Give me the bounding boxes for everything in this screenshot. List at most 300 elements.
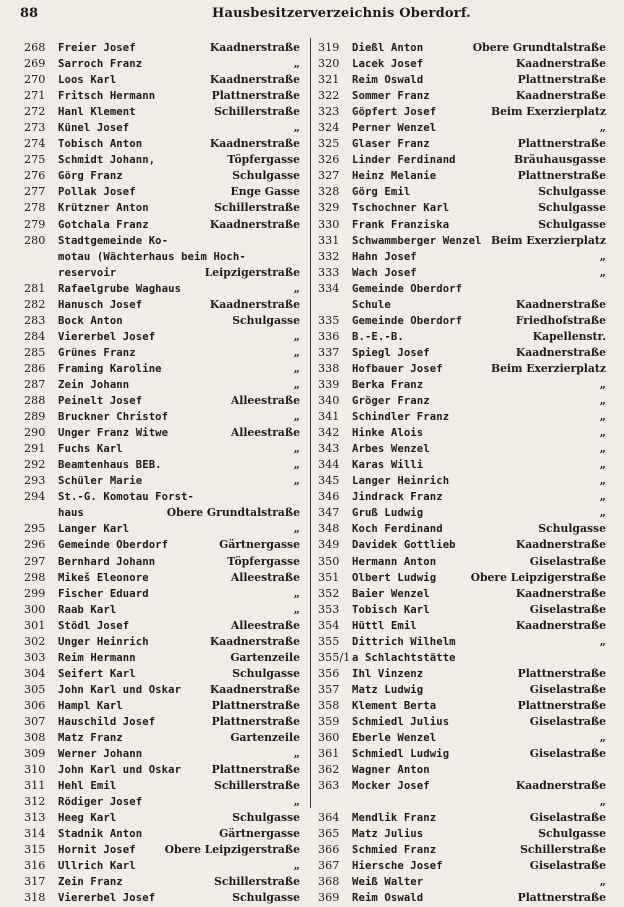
directory-entry — [318, 409, 606, 425]
street-name: „ — [599, 377, 606, 391]
street-name: Giselastraße — [529, 682, 606, 696]
house-number: 328 — [318, 185, 340, 199]
column-divider — [310, 38, 311, 808]
directory-entry — [24, 377, 300, 393]
house-number: 315 — [24, 843, 46, 857]
street-name: Obere Leipzigerstraße — [470, 570, 606, 584]
directory-entry — [24, 666, 300, 682]
owner-name: Mendlik Franz — [352, 812, 437, 825]
owner-name: Mocker Josef — [352, 780, 430, 793]
owner-name: Schmied Franz — [352, 844, 437, 857]
directory-entry — [318, 88, 606, 104]
street-name: Schulgasse — [232, 313, 300, 327]
directory-entry — [318, 586, 606, 602]
street-name: Kaadnerstraße — [515, 57, 606, 71]
directory-entry — [24, 281, 300, 297]
directory-entry — [24, 217, 300, 233]
house-number: 360 — [318, 731, 340, 745]
street-name: Beim Exerzierplatz — [490, 105, 606, 119]
owner-name: John Karl und Oskar — [58, 683, 182, 696]
owner-name: Fuchs Karl — [58, 443, 123, 456]
directory-entry — [24, 168, 300, 184]
street-name: „ — [293, 474, 300, 488]
house-number: 326 — [318, 153, 340, 167]
house-number: 276 — [24, 169, 46, 183]
owner-name: John Karl und Oskar — [58, 764, 182, 777]
street-name: Kaadnerstraße — [209, 41, 300, 54]
owner-name: Hanusch Josef — [58, 298, 143, 311]
street-name: „ — [293, 361, 300, 375]
street-name: Schulgasse — [538, 827, 606, 841]
street-name: Beim Exerzierplatz — [490, 233, 606, 247]
owner-name: Koch Ferdinand — [352, 523, 443, 536]
owner-name: Dittrich Wilhelm — [352, 635, 456, 648]
street-name: Plattnerstraße — [517, 666, 606, 680]
house-number: 350 — [318, 554, 340, 568]
street-name: „ — [293, 747, 300, 761]
owner-name: haus — [58, 507, 84, 520]
street-name: Giselastraße — [529, 811, 606, 825]
owner-name: motau (Wächterhaus beim Hoch- — [58, 250, 246, 263]
directory-entry — [318, 441, 606, 457]
house-number: 293 — [24, 474, 46, 488]
owner-name: Fischer Eduard — [58, 587, 149, 600]
street-name: „ — [599, 795, 606, 809]
owner-name: Rödiger Josef — [58, 796, 143, 809]
page-number: 88 — [20, 6, 39, 21]
owner-name: Werner Johann — [58, 748, 143, 761]
house-number: 352 — [318, 586, 340, 600]
house-number: 292 — [24, 458, 46, 472]
street-name: „ — [293, 522, 300, 536]
owner-name: Davidek Gottlieb — [352, 539, 456, 552]
house-number: 309 — [24, 747, 46, 761]
street-name: Alleestraße — [230, 570, 300, 584]
directory-entry — [318, 666, 606, 682]
house-number: 299 — [24, 586, 46, 600]
directory-entry — [318, 634, 606, 650]
owner-name: Reim Oswald — [352, 892, 424, 905]
directory-entry — [24, 184, 300, 200]
owner-name: Loos Karl — [58, 74, 117, 87]
street-name: „ — [293, 586, 300, 600]
directory-entry — [24, 634, 300, 650]
owner-name: Krützner Anton — [58, 202, 149, 215]
directory-entry — [24, 794, 300, 810]
house-number: 343 — [318, 442, 340, 456]
house-number: 321 — [318, 73, 340, 87]
street-name: Kaadnerstraße — [515, 89, 606, 103]
street-name: Kaadnerstraße — [209, 73, 300, 87]
street-name: Bräuhausgasse — [513, 153, 606, 167]
directory-entry — [24, 826, 300, 842]
street-name: „ — [599, 634, 606, 648]
house-number: 294 — [24, 490, 46, 504]
house-number: 273 — [24, 121, 46, 135]
street-name: Schulgasse — [538, 217, 606, 231]
owner-name: reservoir — [58, 266, 117, 279]
directory-entry — [24, 393, 300, 409]
directory-entry — [318, 56, 606, 72]
owner-name: Schmiedl Ludwig — [352, 748, 450, 761]
owner-name: Viererbel Josef — [58, 330, 156, 343]
directory-entry — [24, 650, 300, 666]
directory-entry — [318, 842, 606, 858]
directory-entry — [24, 313, 300, 329]
street-name: Schillerstraße — [214, 201, 300, 215]
owner-name: Spiegl Josef — [352, 346, 430, 359]
house-number: 361 — [318, 747, 340, 761]
street-name: „ — [293, 442, 300, 456]
owner-name: Schmidt Johann, — [58, 154, 156, 167]
house-number: 369 — [318, 891, 340, 905]
street-name: Obere Leipzigerstraße — [164, 843, 300, 857]
directory-entry — [318, 457, 606, 473]
directory-entry — [318, 168, 606, 184]
house-number: 282 — [24, 297, 46, 311]
owner-name: Langer Heinrich — [352, 475, 450, 488]
street-name: Kaadnerstraße — [515, 779, 606, 793]
house-number: 337 — [318, 345, 340, 359]
house-number: 319 — [318, 41, 340, 54]
house-number: 339 — [318, 377, 340, 391]
street-name: „ — [599, 265, 606, 279]
owner-name: Schmiedl Julius — [352, 715, 450, 728]
house-number: 302 — [24, 634, 46, 648]
directory-entry — [318, 200, 606, 216]
owner-name: Viererbel Josef — [58, 892, 156, 905]
directory-entry — [318, 826, 606, 842]
directory-entry — [318, 233, 606, 249]
owner-name: Matz Julius — [352, 828, 424, 841]
directory-entry — [24, 200, 300, 216]
directory-entry — [24, 425, 300, 441]
owner-name: Karas Willi — [352, 459, 424, 472]
house-number: 303 — [24, 650, 46, 664]
directory-entry — [318, 40, 606, 56]
house-number: 281 — [24, 281, 46, 295]
directory-entry — [24, 72, 300, 88]
street-name: Giselastraße — [529, 554, 606, 568]
owner-name: Langer Karl — [58, 523, 130, 536]
owner-name: Heeg Karl — [58, 812, 117, 825]
street-name: Kaadnerstraße — [515, 297, 606, 311]
owner-name: Hampl Karl — [58, 699, 123, 712]
street-name: „ — [599, 121, 606, 135]
directory-entry — [318, 152, 606, 168]
directory-entry — [318, 602, 606, 618]
house-number: 275 — [24, 153, 46, 167]
street-name: Beim Exerzierplatz — [490, 361, 606, 375]
directory-entry — [24, 120, 300, 136]
street-name: Gärtnergasse — [219, 827, 300, 841]
directory-entry — [318, 794, 606, 810]
street-name: Schulgasse — [232, 169, 300, 183]
house-number: 270 — [24, 73, 46, 87]
street-name: Kaadnerstraße — [209, 297, 300, 311]
house-number: 347 — [318, 506, 340, 520]
street-name: Töpfergasse — [227, 153, 300, 167]
street-name: Kaadnerstraße — [515, 586, 606, 600]
street-name: Gartenzeile — [230, 731, 300, 745]
street-name: Alleestraße — [230, 618, 300, 632]
house-number: 364 — [318, 811, 340, 825]
house-number: 277 — [24, 185, 46, 199]
street-name: Schulgasse — [538, 522, 606, 536]
owner-name: Schwammberger Wenzel — [352, 234, 482, 247]
owner-name: Tobisch Karl — [352, 603, 430, 616]
owner-name: Framing Karoline — [58, 362, 162, 375]
owner-name: Tschochner Karl — [352, 202, 450, 215]
house-number: 327 — [318, 169, 340, 183]
directory-entry — [318, 570, 606, 586]
street-name: „ — [293, 121, 300, 135]
street-name: Giselastraße — [529, 859, 606, 873]
street-name: Schulgasse — [538, 185, 606, 199]
street-name: „ — [599, 442, 606, 456]
house-number: 295 — [24, 522, 46, 536]
owner-name: Hehl Emil — [58, 780, 117, 793]
house-number: 340 — [318, 394, 340, 408]
directory-entry — [318, 554, 606, 570]
directory-entry — [24, 265, 300, 281]
owner-name: Jindrack Franz — [352, 491, 443, 504]
owner-name: B.-E.-B. — [352, 330, 404, 343]
house-number: 320 — [318, 57, 340, 71]
owner-name: Berka Franz — [352, 378, 424, 391]
house-number: 333 — [318, 265, 340, 279]
directory-entry — [318, 281, 606, 297]
directory-entry — [318, 313, 606, 329]
owner-name: Mikeš Eleonore — [58, 571, 149, 584]
street-name: Enge Gasse — [230, 185, 300, 199]
street-name: Schillerstraße — [214, 779, 300, 793]
house-number: 271 — [24, 89, 46, 103]
directory-entry — [24, 554, 300, 570]
street-name: „ — [293, 410, 300, 424]
owner-name: Görg Franz — [58, 170, 123, 183]
owner-name: Bernhard Johann — [58, 555, 156, 568]
street-name: Kaadnerstraße — [515, 618, 606, 632]
house-number: 268 — [24, 41, 46, 54]
left-column — [24, 40, 300, 907]
owner-name: Gotchala Franz — [58, 218, 149, 231]
directory-entry — [318, 184, 606, 200]
house-number: 287 — [24, 377, 46, 391]
street-name: Kaadnerstraße — [515, 345, 606, 359]
house-number: 285 — [24, 345, 46, 359]
street-name: „ — [599, 410, 606, 424]
owner-name: Unger Heinrich — [58, 635, 149, 648]
directory-entry — [24, 40, 300, 56]
directory-entry — [24, 730, 300, 746]
street-name: „ — [293, 377, 300, 391]
directory-entry — [318, 730, 606, 746]
directory-entry — [318, 714, 606, 730]
directory-entry — [24, 618, 300, 634]
owner-name: Eberle Wenzel — [352, 732, 437, 745]
owner-name: Pollak Josef — [58, 186, 136, 199]
directory-entry — [24, 746, 300, 762]
owner-name: Peinelt Josef — [58, 395, 143, 408]
owner-name: Perner Wenzel — [352, 122, 437, 135]
directory-entry — [318, 345, 606, 361]
owner-name: Freier Josef — [58, 42, 136, 54]
street-name: Giselastraße — [529, 747, 606, 761]
house-number: 300 — [24, 602, 46, 616]
owner-name: Lacek Josef — [352, 58, 424, 71]
house-number: 289 — [24, 410, 46, 424]
owner-name: Görg Emil — [352, 186, 411, 199]
owner-name: Hauschild Josef — [58, 715, 156, 728]
owner-name: Zein Franz — [58, 876, 123, 889]
owner-name: St.-G. Komotau Forst- — [58, 491, 195, 504]
owner-name: Hanl Klement — [58, 106, 136, 119]
owner-name: Arbes Wenzel — [352, 443, 430, 456]
house-number: 355/1 — [318, 650, 351, 664]
street-name: Kaadnerstraße — [209, 682, 300, 696]
house-number: 349 — [318, 538, 340, 552]
owner-name: Hüttl Emil — [352, 619, 417, 632]
house-number: 323 — [318, 105, 340, 119]
street-name: „ — [293, 602, 300, 616]
house-number: 305 — [24, 682, 46, 696]
house-number: 348 — [318, 522, 340, 536]
street-name: „ — [599, 458, 606, 472]
owner-name: Frank Franziska — [352, 218, 450, 231]
directory-entry — [318, 265, 606, 281]
house-number: 341 — [318, 410, 340, 424]
house-number: 331 — [318, 233, 340, 247]
owner-name: Gemeinde Oberdorf — [352, 282, 463, 295]
owner-name: Reim Oswald — [352, 74, 424, 87]
owner-name: Dießl Anton — [352, 42, 424, 54]
street-name: Obere Grundtalstraße — [472, 41, 606, 54]
street-name: Giselastraße — [529, 714, 606, 728]
street-name: Plattnerstraße — [211, 714, 300, 728]
owner-name: Beamtenhaus BEB. — [58, 459, 162, 472]
owner-name: Heinz Melanie — [352, 170, 437, 183]
street-name: Gärtnergasse — [219, 538, 300, 552]
owner-name: Hiersche Josef — [352, 860, 443, 873]
street-name: „ — [293, 281, 300, 295]
owner-name: Hornit Josef — [58, 844, 136, 857]
page-title: Hausbesitzerverzeichnis Oberdorf. — [212, 6, 471, 21]
street-name: „ — [293, 329, 300, 343]
directory-entry — [24, 778, 300, 794]
street-name: Schulgasse — [538, 201, 606, 215]
directory-entry — [318, 297, 606, 313]
directory-entry — [318, 618, 606, 634]
house-number: 283 — [24, 313, 46, 327]
house-number: 307 — [24, 714, 46, 728]
directory-entry — [24, 457, 300, 473]
house-number: 354 — [318, 618, 340, 632]
directory-entry — [318, 120, 606, 136]
directory-entry — [24, 842, 300, 858]
street-name: „ — [599, 731, 606, 745]
owner-name: Schindler Franz — [352, 411, 450, 424]
street-name: Kaadnerstraße — [209, 137, 300, 151]
street-name: Plattnerstraße — [517, 73, 606, 87]
house-number: 363 — [318, 779, 340, 793]
street-name: Plattnerstraße — [211, 698, 300, 712]
owner-name: Zein Johann — [58, 378, 130, 391]
street-name: „ — [599, 506, 606, 520]
directory-entry — [318, 329, 606, 345]
directory-entry — [24, 136, 300, 152]
street-name: Schulgasse — [232, 891, 300, 905]
owner-name: Hinke Alois — [352, 427, 424, 440]
directory-entry — [24, 537, 300, 553]
house-number: 344 — [318, 458, 340, 472]
house-number: 358 — [318, 698, 340, 712]
street-name: Giselastraße — [529, 602, 606, 616]
house-number: 346 — [318, 490, 340, 504]
directory-entry — [318, 473, 606, 489]
directory-entry — [24, 682, 300, 698]
owner-name: Reim Hermann — [58, 651, 136, 664]
house-number: 269 — [24, 57, 46, 71]
directory-entry — [318, 762, 606, 778]
directory-entry — [24, 152, 300, 168]
directory-entry — [24, 858, 300, 874]
directory-entry — [318, 778, 606, 794]
house-number: 272 — [24, 105, 46, 119]
house-number: 367 — [318, 859, 340, 873]
house-number: 296 — [24, 538, 46, 552]
street-name: „ — [599, 474, 606, 488]
street-name: Kaadnerstraße — [209, 217, 300, 231]
street-name: Plattnerstraße — [211, 763, 300, 777]
directory-entry — [24, 874, 300, 890]
directory-entry — [318, 505, 606, 521]
directory-entry — [24, 329, 300, 345]
owner-name: Sarroch Franz — [58, 58, 143, 71]
owner-name: Ullrich Karl — [58, 860, 136, 873]
house-number: 335 — [318, 313, 340, 327]
right-column — [318, 40, 606, 907]
house-number: 356 — [318, 666, 340, 680]
owner-name: a Schlachtstätte — [352, 651, 456, 664]
owner-name: Gröger Franz — [352, 395, 430, 408]
street-name: „ — [599, 249, 606, 263]
house-number: 274 — [24, 137, 46, 151]
street-name: „ — [293, 57, 300, 71]
owner-name: Schule — [352, 298, 391, 311]
directory-entry — [24, 521, 300, 537]
street-name: Obere Grundtalstraße — [166, 506, 300, 520]
directory-entry — [318, 698, 606, 714]
directory-entry — [318, 217, 606, 233]
street-name: „ — [293, 345, 300, 359]
directory-entry — [318, 874, 606, 890]
street-name: Schulgasse — [232, 811, 300, 825]
owner-name: Gemeinde Oberdorf — [58, 539, 169, 552]
house-number: 345 — [318, 474, 340, 488]
street-name: Plattnerstraße — [517, 137, 606, 151]
directory-entry — [24, 88, 300, 104]
owner-name: Bock Anton — [58, 314, 123, 327]
street-name: Friedhofstraße — [515, 313, 606, 327]
directory-entry — [24, 698, 300, 714]
house-number: 308 — [24, 731, 46, 745]
house-number: 322 — [318, 89, 340, 103]
house-number: 353 — [318, 602, 340, 616]
street-name: Leipzigerstraße — [204, 265, 300, 279]
directory-entry — [24, 345, 300, 361]
house-number: 280 — [24, 233, 46, 247]
